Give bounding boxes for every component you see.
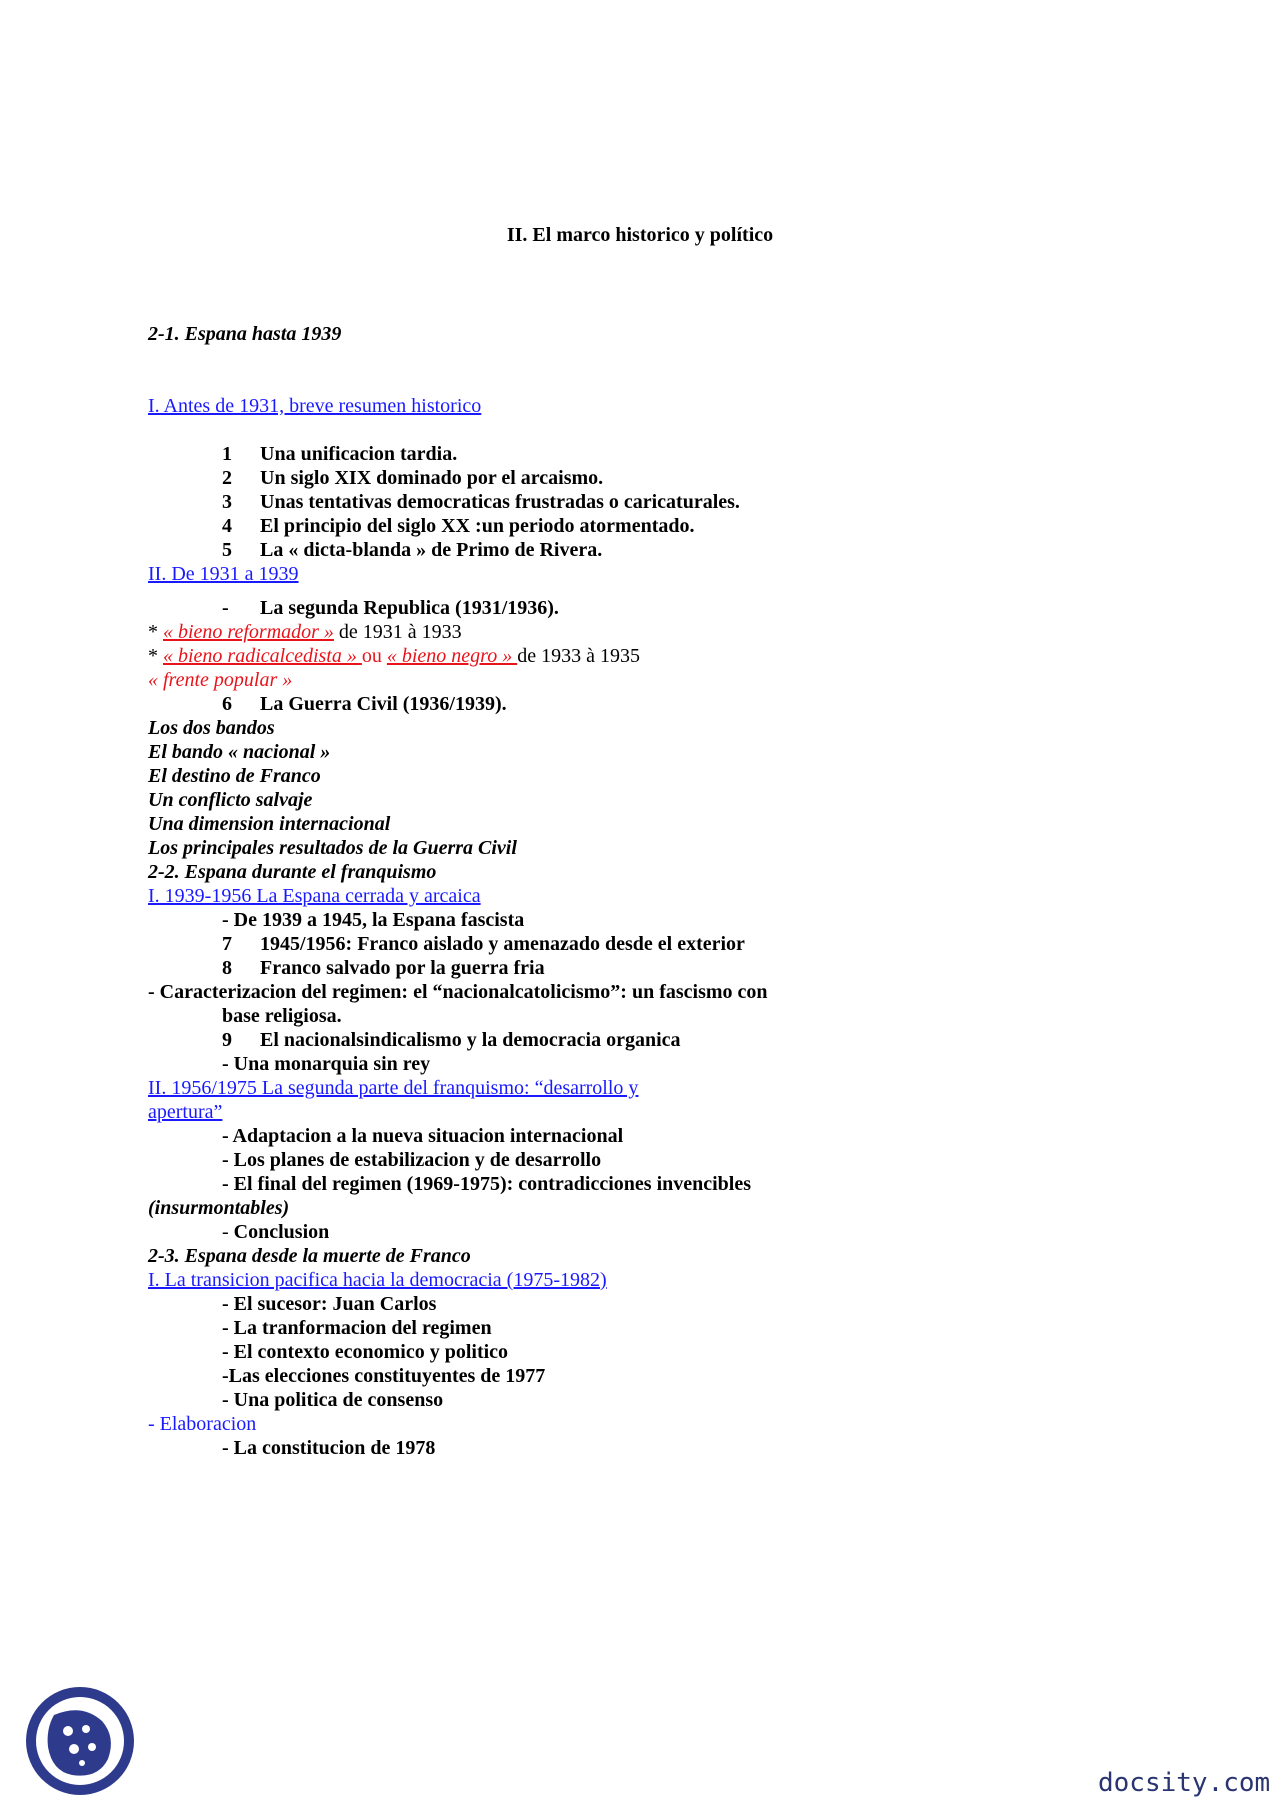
- subheading: Un conflicto salvaje: [148, 789, 313, 811]
- list-item: - El final del regimen (1969-1975): contradicciones invencibles: [222, 1173, 752, 1195]
- subheading: Los principales resultados de la Guerra Civil: [148, 837, 517, 859]
- link-de-1931-a-1939[interactable]: II. De 1931 a 1939: [148, 563, 299, 585]
- bieno-radical-line: * « bieno radicalcedista » ou « bieno negro » de 1933 à 1935: [148, 645, 640, 667]
- list-item: 4 El principio del siglo XX :un periodo atormentado.: [222, 515, 695, 537]
- bieno-negro-link[interactable]: « bieno negro »: [386, 645, 518, 667]
- list-item: - Caracterizacion del regimen: el “nacionalcatolicismo”: un fascismo con: [148, 981, 768, 1003]
- link-1956-1975-cont[interactable]: apertura”: [148, 1101, 223, 1123]
- list-item-conclusion: - Conclusion: [222, 1221, 330, 1243]
- list-item: 3 Unas tentativas democraticas frustradas o caricaturales.: [222, 491, 740, 513]
- bieno-reformador-link[interactable]: « bieno reformador »: [163, 621, 334, 643]
- docsity-logo-icon: [24, 1685, 136, 1797]
- link-antes-de-1931[interactable]: I. Antes de 1931, breve resumen historico: [148, 395, 482, 417]
- list-item-republica: - La segunda Republica (1931/1936).: [222, 597, 559, 619]
- subheading: El destino de Franco: [148, 765, 321, 787]
- list-item: 7 1945/1956: Franco aislado y amenazado desde el exterior: [222, 933, 745, 955]
- list-item: 2 Un siglo XIX dominado por el arcaismo.: [222, 467, 604, 489]
- list-item: - De 1939 a 1945, la Espana fascista: [222, 909, 525, 931]
- list-item: - La tranformacion del regimen: [222, 1317, 492, 1339]
- list-item: - El contexto economico y politico: [222, 1341, 509, 1363]
- list-item: - Una politica de consenso: [222, 1389, 444, 1411]
- list-item-continuation: base religiosa.: [222, 1005, 342, 1027]
- list-item: - El sucesor: Juan Carlos: [222, 1293, 437, 1315]
- list-item: 9 El nacionalsindicalismo y la democracia organica: [222, 1029, 681, 1051]
- subheading: Los dos bandos: [148, 717, 275, 739]
- list-item: 1 Una unificacion tardia.: [222, 443, 458, 465]
- section-heading-2-1: 2-1. Espana hasta 1939: [148, 323, 342, 345]
- list-item: -Las elecciones constituyentes de 1977: [222, 1365, 546, 1387]
- section-heading-2-2: 2-2. Espana durante el franquismo: [148, 861, 437, 883]
- subheading: El bando « nacional »: [148, 741, 331, 763]
- list-item: 6 La Guerra Civil (1936/1939).: [222, 693, 507, 715]
- bieno-radicalcedista-link[interactable]: « bieno radicalcedista »: [163, 645, 362, 667]
- section-heading-2-3: 2-3. Espana desde la muerte de Franco: [148, 1245, 471, 1267]
- list-item: 8 Franco salvado por la guerra fria: [222, 957, 545, 979]
- list-item: 5 La « dicta-blanda » de Primo de Rivera.: [222, 539, 603, 561]
- bieno-reformador-line: * « bieno reformador » de 1931 à 1933: [148, 621, 462, 643]
- list-item: - La constitucion de 1978: [222, 1437, 436, 1459]
- link-1956-1975[interactable]: II. 1956/1975 La segunda parte del franquismo: “desarrollo y: [148, 1077, 639, 1099]
- link-transicion[interactable]: I. La transicion pacifica hacia la democracia (1975-1982): [148, 1269, 607, 1291]
- elaboracion: - Elaboracion: [148, 1413, 257, 1435]
- page-title: II. El marco historico y político: [506, 224, 774, 246]
- link-1939-1956[interactable]: I. 1939-1956 La Espana cerrada y arcaica: [148, 885, 481, 907]
- list-item: - Los planes de estabilizacion y de desarrollo: [222, 1149, 602, 1171]
- frente-popular: « frente popular »: [148, 669, 293, 691]
- list-item-continuation: (insurmontables): [148, 1197, 290, 1219]
- list-item: - Una monarquia sin rey: [222, 1053, 431, 1075]
- subheading: Una dimension internacional: [148, 813, 391, 835]
- list-item: - Adaptacion a la nueva situacion internacional: [222, 1125, 624, 1147]
- docsity-brand-text[interactable]: docsity.com: [1098, 1768, 1271, 1798]
